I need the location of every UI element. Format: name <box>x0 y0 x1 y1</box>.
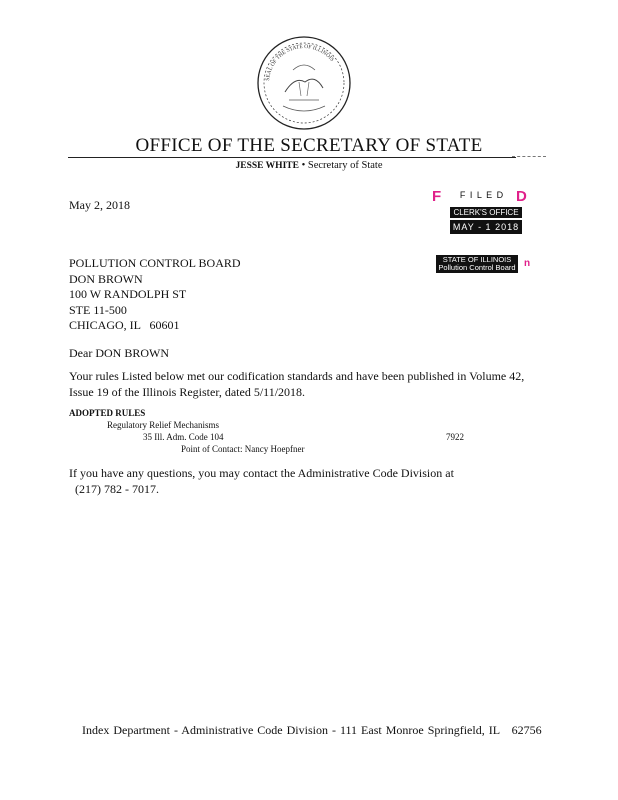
seal-arc-text: SEAL OF THE STATE OF ILLINOIS <box>265 43 335 82</box>
greeting: Dear DON BROWN <box>69 346 169 360</box>
office-title: OFFICE OF THE SECRETARY OF STATE <box>135 135 483 156</box>
footer-address: Index Department - Administrative Code Division - 111 East Monroe Springfield, IL 62756 <box>82 723 542 737</box>
stamp-office: CLERK'S OFFICE <box>450 207 522 218</box>
bullet: • <box>301 160 308 171</box>
recipient-street: 100 W RANDOLPH ST <box>69 287 187 301</box>
recipient-suite: STE 11-500 <box>69 302 127 317</box>
header-rule <box>68 157 516 158</box>
recipient-name: DON BROWN <box>69 271 143 286</box>
rule-name: Regulatory Relief Mechanisms <box>107 420 219 430</box>
recipient-address <box>69 256 241 334</box>
recipient-org: POLLUTION CONTROL BOARD <box>69 256 241 270</box>
stamp-date: MAY - 1 2018 <box>450 220 522 234</box>
adopted-heading: ADOPTED RULES <box>69 408 146 418</box>
questions-line-1: If you have any questions, you may contact the Administrative Code Division at <box>69 466 454 480</box>
secretary-title: Secretary of State <box>307 160 383 171</box>
filed-stamp <box>432 190 532 272</box>
stamp-mark-corner: n <box>524 258 531 269</box>
stamp-mark-left: F <box>432 188 442 205</box>
svg-text:SEAL OF THE STATE OF ILLINOIS <box>265 44 335 81</box>
body-paragraph: Your rules Listed below met our codification standards and have been published in Volume 42, Issue 19 of the Illinois Register, dated 5/11/2018. <box>69 369 525 399</box>
point-of-contact: Point of Contact: Nancy Hoepfner <box>181 444 305 454</box>
stamp-filed-text: F I L E D <box>459 190 505 200</box>
stamp-state-line2: Pollution Control Board <box>438 263 516 272</box>
stamp-mark-right: D <box>516 188 527 205</box>
rule-page: 7922 <box>446 432 464 442</box>
secretary-line <box>0 160 618 171</box>
state-seal <box>255 34 353 132</box>
questions-paragraph <box>69 466 454 497</box>
letter-date: May 2, 2018 <box>69 198 130 212</box>
recipient-city: CHICAGO, IL 60601 <box>69 318 180 332</box>
stamp-state-line1: STATE OF ILLINOIS <box>442 255 512 264</box>
header-rule-tail <box>512 156 546 157</box>
questions-line-2: (217) 782 - 7017. <box>75 481 159 496</box>
stamp-state <box>436 255 518 273</box>
secretary-name: JESSE WHITE <box>235 161 299 171</box>
rule-code: 35 Ill. Adm. Code 104 <box>143 432 224 442</box>
